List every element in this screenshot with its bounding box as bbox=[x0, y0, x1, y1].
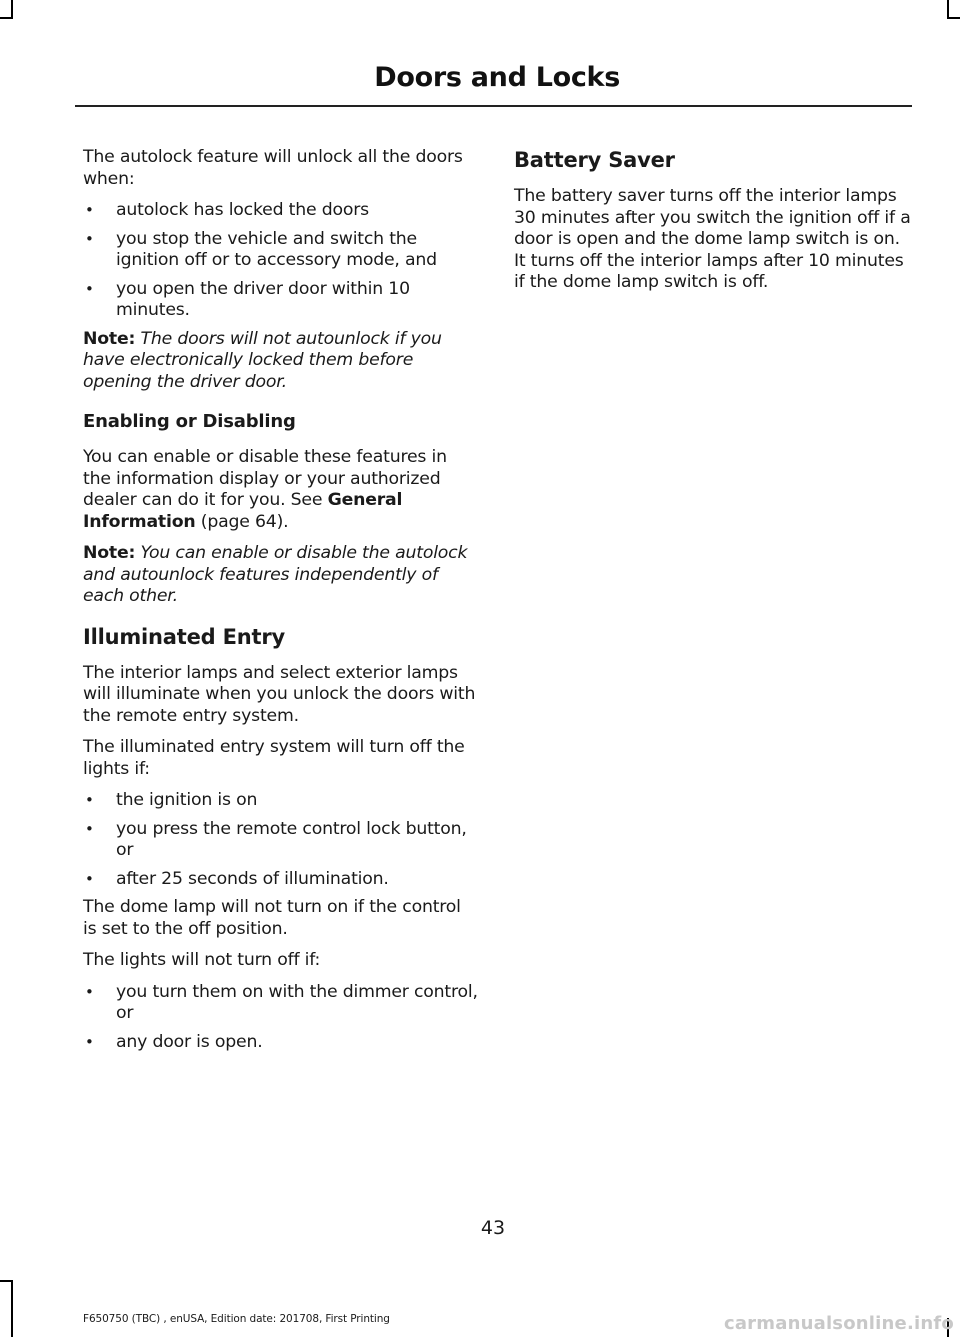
list-item: • autolock has locked the doors bbox=[83, 200, 478, 222]
illuminated-paragraph: The illuminated entry system will turn off the lights if: bbox=[83, 737, 465, 779]
dome-lamp-paragraph: The dome lamp will not turn on if the control is set to the off position. bbox=[83, 897, 461, 939]
enabling-paragraph bbox=[83, 447, 478, 533]
watermark-logo: carmanualsonline.info bbox=[723, 1313, 954, 1334]
note-paragraph bbox=[83, 329, 478, 394]
note-text: You can enable or disable the autolock and autounlock features independently of each other. bbox=[83, 543, 468, 606]
heading-battery-saver: Battery Saver bbox=[514, 148, 675, 172]
heading-enabling: Enabling or Disabling bbox=[83, 411, 296, 432]
note-text: The doors will not autounlock if you have electronically locked them before opening the driver door. bbox=[83, 328, 442, 392]
crop-mark bbox=[0, 17, 13, 19]
cross-reference-link[interactable]: General Information bbox=[83, 490, 403, 532]
note-paragraph bbox=[83, 543, 478, 608]
list-item: • you press the remote control lock button, or bbox=[83, 819, 478, 862]
heading-illuminated-entry: Illuminated Entry bbox=[83, 624, 285, 649]
list-item: • after 25 seconds of illumination. bbox=[83, 869, 478, 891]
page-reference: (page 64). bbox=[195, 511, 289, 532]
note-label: Note: bbox=[83, 328, 136, 349]
list-item: • you stop the vehicle and switch the ignition off or to accessory mode, and bbox=[83, 229, 478, 272]
crop-mark bbox=[947, 17, 960, 19]
page-number: 43 bbox=[480, 1217, 506, 1239]
list-item: • you open the driver door within 10 minutes. bbox=[83, 279, 478, 322]
right-column bbox=[514, 147, 912, 304]
autolock-intro: The autolock feature will unlock all the doors when: bbox=[83, 147, 463, 189]
footer-edition-text: F650750 (TBC) , enUSA, Edition date: 201708, First Printing bbox=[83, 1313, 390, 1325]
crop-mark bbox=[11, 1280, 13, 1337]
section-title: Doors and Locks bbox=[374, 62, 620, 93]
list-item: • you turn them on with the dimmer control, or bbox=[83, 982, 478, 1025]
lights-not-off-paragraph: The lights will not turn off if: bbox=[83, 950, 321, 970]
illuminated-paragraph: The interior lamps and select exterior lamps will illuminate when you unlock the doors with the remote entry system. bbox=[83, 662, 476, 726]
list-item: • the ignition is on bbox=[83, 790, 478, 812]
header-divider bbox=[75, 105, 912, 107]
list-item: • any door is open. bbox=[83, 1032, 478, 1054]
enabling-text: You can enable or disable these features in the information display or your authorized dealer can do it for you. See bbox=[83, 447, 447, 510]
crop-mark bbox=[947, 0, 949, 17]
crop-mark bbox=[11, 0, 13, 17]
note-label: Note: bbox=[83, 543, 136, 563]
battery-saver-paragraph: The battery saver turns off the interior lamps 30 minutes after you switch the ignition off if a door is open and the dome lamp switch is on. It turns off the interior lamps after 10 minutes if the dome lamp switch is off. bbox=[514, 186, 911, 292]
crop-mark bbox=[0, 1280, 13, 1282]
left-column bbox=[83, 147, 478, 1060]
